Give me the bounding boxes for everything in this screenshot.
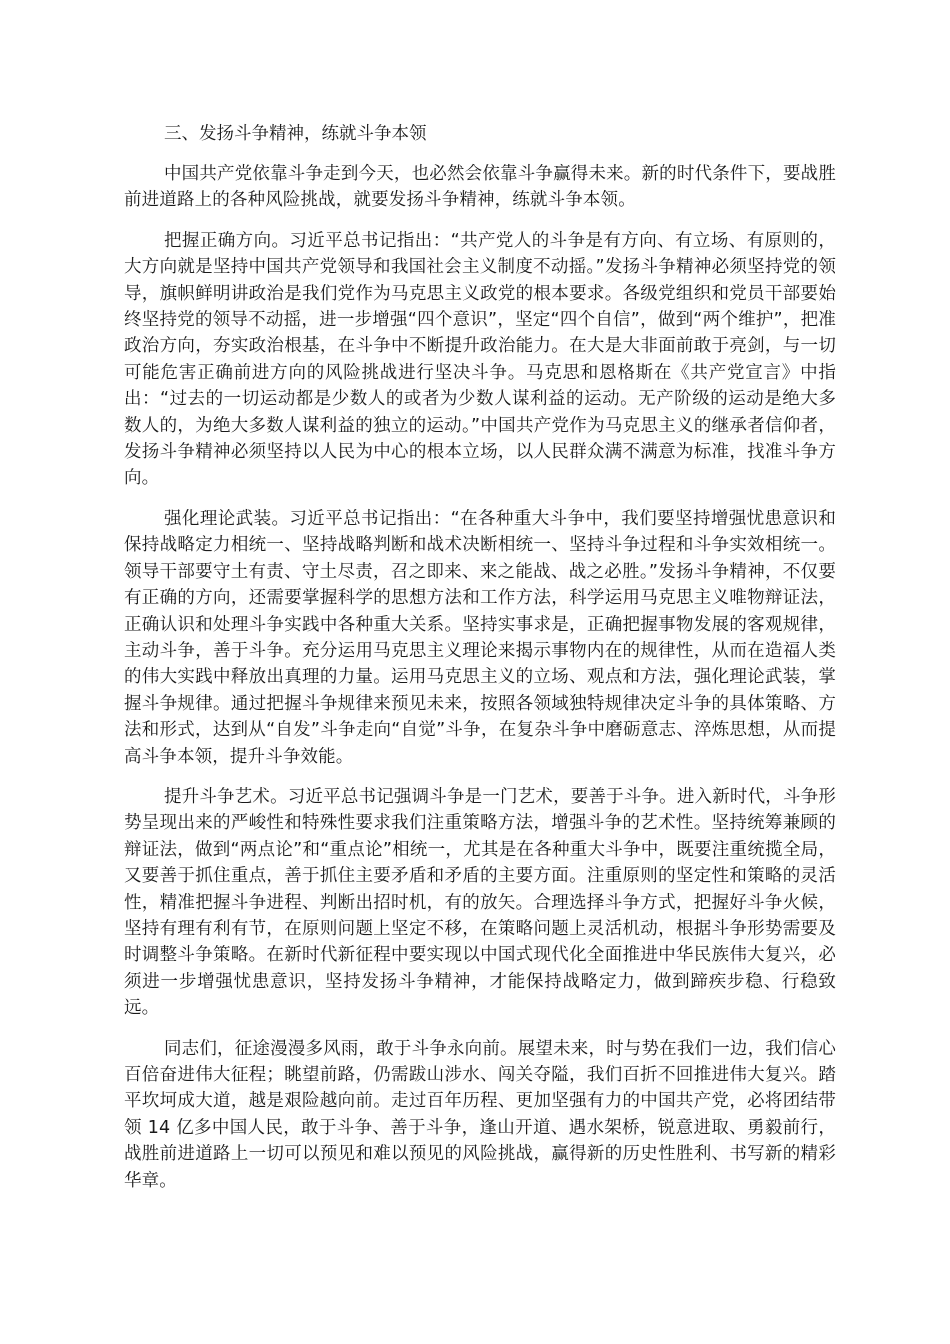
document-page	[124, 121, 836, 1208]
paragraph-intro: 中国共产党依靠斗争走到今天，也必然会依靠斗争赢得未来。新的时代条件下，要战胜前进道路上的各种风险挑战，就要发扬斗争精神，练就斗争本领。	[124, 164, 836, 211]
paragraph-art: 提升斗争艺术。习近平总书记强调斗争是一门艺术，要善于斗争。进入新时代，斗争形势呈现出来的严峻性和特殊性要求我们注重策略方法，增强斗争的艺术性。坚持统筹兼顾的辩证法，做到“两点论”和“重点论”相统一，尤其是在各种重大斗争中，既要注重统揽全局，又要善于抓住重点，善于抓住主要矛盾和矛盾的主要方面。注重原则的坚定性和策略的灵活性，精准把握斗争进程、判断出招时机，有的放矢。合理选择斗争方式，把握好斗争火候，坚持有理有利有节，在原则问题上坚定不移，在策略问题上灵活机动，根据斗争形势需要及时调整斗争策略。在新时代新征程中要实现以中国式现代化全面推进中华民族伟大复兴，必须进一步增强忧患意识，坚持发扬斗争精神，才能保持战略定力，做到蹄疾步稳、行稳致远。	[124, 786, 836, 1019]
paragraph-direction: 把握正确方向。习近平总书记指出：“共产党人的斗争是有方向、有立场、有原则的，大方向就是坚持中国共产党领导和我国社会主义制度不动摇。”发扬斗争精神必须坚持党的领导，旗帜鲜明讲政治是我们党作为马克思主义政党的根本要求。各级党组织和党员干部要始终坚持党的领导不动摇，进一步增强“四个意识”，坚定“四个自信”，做到“两个维护”，把准政治方向，夯实政治根基，在斗争中不断提升政治能力。在大是大非面前敢于亮剑，与一切可能危害正确前进方向的风险挑战进行坚决斗争。马克思和恩格斯在《共产党宣言》中指出：“过去的一切运动都是少数人的或者为少数人谋利益的运动。无产阶级的运动是绝大多数人的，为绝大多数人谋利益的独立的运动。”中国共产党作为马克思主义的继承者信仰者，发扬斗争精神必须坚持以人民为中心的根本立场，以人民群众满不满意为标准，找准斗争方向。	[124, 230, 836, 489]
section-heading: 三、发扬斗争精神，练就斗争本领	[164, 124, 427, 144]
paragraph-theory: 强化理论武装。习近平总书记指出：“在各种重大斗争中，我们要坚持增强忧患意识和保持战略定力相统一、坚持战略判断和战术决断相统一、坚持斗争过程和斗争实效相统一。领导干部要守土有责、守土尽责，召之即来、来之能战、战之必胜。”发扬斗争精神，不仅要有正确的方向，还需要掌握科学的思想方法和工作方法，科学运用马克思主义唯物辩证法，正确认识和处理斗争实践中各种重大关系。坚持实事求是，正确把握事物发展的客观规律，主动斗争，善于斗争。充分运用马克思主义理论来揭示事物内在的规律性，从而在造福人类的伟大实践中释放出真理的力量。运用马克思主义的立场、观点和方法，强化理论武装，掌握斗争规律。通过把握斗争规律来预见未来，按照各领域独特规律决定斗争的具体策略、方法和形式，达到从“自发”斗争走向“自觉”斗争，在复杂斗争中磨砺意志、淬炼思想，从而提高斗争本领，提升斗争效能。	[124, 508, 836, 767]
paragraph-conclusion: 同志们，征途漫漫多风雨，敢于斗争永向前。展望未来，时与势在我们一边，我们信心百倍奋进伟大征程；眺望前路，仍需跋山涉水、闯关夺隘，我们百折不回推进伟大复兴。踏平坎坷成大道，越是艰险越向前。走过百年历程、更加坚强有力的中国共产党，必将团结带领 14 亿多中国人民，敢于斗争、善于斗争，逢山开道、遇水架桥，锐意进取、勇毅前行，战胜前进道路上一切可以预见和难以预见的风险挑战，赢得新的历史性胜利、书写新的精彩华章。	[124, 1038, 836, 1191]
